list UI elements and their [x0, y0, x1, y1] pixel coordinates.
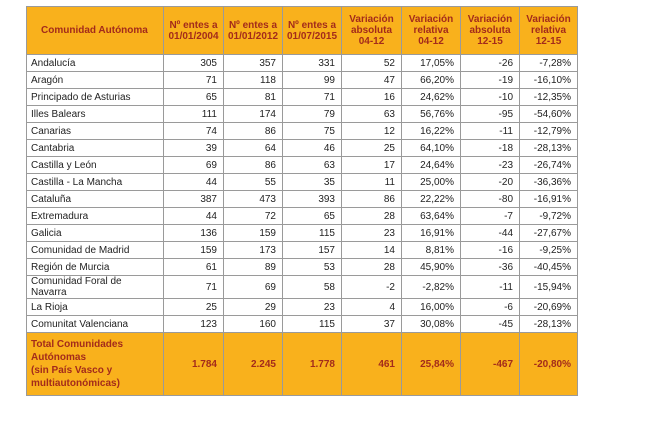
cell-value: 115 [283, 316, 342, 333]
cell-value: 65 [164, 89, 224, 106]
table-row [27, 106, 578, 123]
region-name: Principado de Asturias [27, 89, 164, 106]
cell-value: 115 [283, 225, 342, 242]
column-header-1: Comunidad Autónoma [27, 7, 164, 55]
cell-value: -26,74% [520, 157, 578, 174]
cell-value: 8,81% [402, 242, 461, 259]
cell-value: -45 [461, 316, 520, 333]
cell-value: 47 [342, 72, 402, 89]
region-name: Illes Balears [27, 106, 164, 123]
total-value: -20,80% [520, 333, 578, 396]
cell-value: 17,05% [402, 55, 461, 72]
cell-value: 173 [224, 242, 283, 259]
table-row [27, 242, 578, 259]
region-name: Andalucía [27, 55, 164, 72]
cell-value: 55 [224, 174, 283, 191]
cell-value: 71 [283, 89, 342, 106]
cell-value: 22,22% [402, 191, 461, 208]
total-value: 461 [342, 333, 402, 396]
total-value: 25,84% [402, 333, 461, 396]
header-row [27, 7, 578, 55]
cell-value: 29 [224, 299, 283, 316]
cell-value: 37 [342, 316, 402, 333]
total-value: 1.784 [164, 333, 224, 396]
cell-value: -11 [461, 123, 520, 140]
cell-value: 25 [164, 299, 224, 316]
cell-value: -28,13% [520, 140, 578, 157]
cell-value: -9,25% [520, 242, 578, 259]
table-row [27, 259, 578, 276]
cell-value: 46 [283, 140, 342, 157]
cell-value: -20,69% [520, 299, 578, 316]
cell-value: -54,60% [520, 106, 578, 123]
cell-value: 305 [164, 55, 224, 72]
table-row [27, 208, 578, 225]
cell-value: 99 [283, 72, 342, 89]
cell-value: 160 [224, 316, 283, 333]
cell-value: 75 [283, 123, 342, 140]
table-row [27, 191, 578, 208]
cell-value: -40,45% [520, 259, 578, 276]
cell-value: 23 [283, 299, 342, 316]
cell-value: -2,82% [402, 276, 461, 299]
table-row [27, 140, 578, 157]
region-name: Aragón [27, 72, 164, 89]
cell-value: -6 [461, 299, 520, 316]
total-value: 2.245 [224, 333, 283, 396]
cell-value: 61 [164, 259, 224, 276]
table-row [27, 72, 578, 89]
cell-value: 16,91% [402, 225, 461, 242]
cell-value: -80 [461, 191, 520, 208]
region-name: Extremadura [27, 208, 164, 225]
cell-value: 16 [342, 89, 402, 106]
cell-value: -2 [342, 276, 402, 299]
cell-value: 157 [283, 242, 342, 259]
cell-value: 39 [164, 140, 224, 157]
column-header-3: Nº entes a 01/01/2012 [224, 7, 283, 55]
cell-value: 159 [164, 242, 224, 259]
region-name: Galicia [27, 225, 164, 242]
cell-value: -95 [461, 106, 520, 123]
region-name: Comunidad Foral de Navarra [27, 276, 164, 299]
cell-value: -16 [461, 242, 520, 259]
cell-value: 23 [342, 225, 402, 242]
cell-value: -20 [461, 174, 520, 191]
cell-value: 123 [164, 316, 224, 333]
cell-value: 35 [283, 174, 342, 191]
cell-value: -23 [461, 157, 520, 174]
cell-value: 58 [283, 276, 342, 299]
cell-value: -12,79% [520, 123, 578, 140]
table-footer [27, 333, 578, 396]
cell-value: 53 [283, 259, 342, 276]
cell-value: 118 [224, 72, 283, 89]
cell-value: 25 [342, 140, 402, 157]
cell-value: 69 [224, 276, 283, 299]
cell-value: 30,08% [402, 316, 461, 333]
data-table [26, 6, 578, 396]
cell-value: -15,94% [520, 276, 578, 299]
region-name: Región de Murcia [27, 259, 164, 276]
cell-value: -16,91% [520, 191, 578, 208]
cell-value: 44 [164, 208, 224, 225]
cell-value: -28,13% [520, 316, 578, 333]
table-row [27, 276, 578, 299]
table-row [27, 174, 578, 191]
cell-value: 86 [224, 123, 283, 140]
region-name: Canarias [27, 123, 164, 140]
cell-value: 28 [342, 208, 402, 225]
cell-value: 63,64% [402, 208, 461, 225]
table-body [27, 55, 578, 333]
region-name: Cataluña [27, 191, 164, 208]
region-name: Comunidad de Madrid [27, 242, 164, 259]
cell-value: 393 [283, 191, 342, 208]
cell-value: 14 [342, 242, 402, 259]
cell-value: 24,64% [402, 157, 461, 174]
cell-value: -26 [461, 55, 520, 72]
cell-value: 86 [224, 157, 283, 174]
cell-value: 74 [164, 123, 224, 140]
cell-value: -44 [461, 225, 520, 242]
region-name: Cantabria [27, 140, 164, 157]
cell-value: 159 [224, 225, 283, 242]
cell-value: 56,76% [402, 106, 461, 123]
column-header-2: Nº entes a 01/01/2004 [164, 7, 224, 55]
cell-value: 81 [224, 89, 283, 106]
cell-value: 4 [342, 299, 402, 316]
total-row [27, 333, 578, 396]
cell-value: 16,22% [402, 123, 461, 140]
cell-value: -7 [461, 208, 520, 225]
cell-value: -19 [461, 72, 520, 89]
region-name: Castilla - La Mancha [27, 174, 164, 191]
cell-value: -16,10% [520, 72, 578, 89]
cell-value: -36,36% [520, 174, 578, 191]
table-row [27, 157, 578, 174]
cell-value: -7,28% [520, 55, 578, 72]
cell-value: -11 [461, 276, 520, 299]
cell-value: 25,00% [402, 174, 461, 191]
column-header-6: Variación relativa 04-12 [402, 7, 461, 55]
table-row [27, 299, 578, 316]
cell-value: 65 [283, 208, 342, 225]
cell-value: 72 [224, 208, 283, 225]
region-name: La Rioja [27, 299, 164, 316]
cell-value: 69 [164, 157, 224, 174]
cell-value: 331 [283, 55, 342, 72]
cell-value: 136 [164, 225, 224, 242]
total-value: -467 [461, 333, 520, 396]
cell-value: 64,10% [402, 140, 461, 157]
cell-value: 45,90% [402, 259, 461, 276]
cell-value: 63 [283, 157, 342, 174]
cell-value: -12,35% [520, 89, 578, 106]
table-row [27, 225, 578, 242]
table-row [27, 55, 578, 72]
cell-value: -36 [461, 259, 520, 276]
column-header-4: Nº entes a 01/07/2015 [283, 7, 342, 55]
cell-value: -27,67% [520, 225, 578, 242]
cell-value: 89 [224, 259, 283, 276]
cell-value: 387 [164, 191, 224, 208]
cell-value: 79 [283, 106, 342, 123]
column-header-7: Variación absoluta 12-15 [461, 7, 520, 55]
cell-value: 473 [224, 191, 283, 208]
table-row [27, 123, 578, 140]
cell-value: 16,00% [402, 299, 461, 316]
cell-value: -10 [461, 89, 520, 106]
table-container [26, 6, 578, 396]
table-header [27, 7, 578, 55]
cell-value: 52 [342, 55, 402, 72]
cell-value: 66,20% [402, 72, 461, 89]
cell-value: 63 [342, 106, 402, 123]
column-header-5: Variación absoluta 04-12 [342, 7, 402, 55]
cell-value: 28 [342, 259, 402, 276]
cell-value: 111 [164, 106, 224, 123]
cell-value: 71 [164, 72, 224, 89]
cell-value: 17 [342, 157, 402, 174]
region-name: Castilla y León [27, 157, 164, 174]
cell-value: 174 [224, 106, 283, 123]
cell-value: 86 [342, 191, 402, 208]
cell-value: 11 [342, 174, 402, 191]
total-label: Total Comunidades Autónomas (sin País Vasco y multiautonómicas) [27, 333, 164, 396]
cell-value: -18 [461, 140, 520, 157]
total-value: 1.778 [283, 333, 342, 396]
cell-value: 24,62% [402, 89, 461, 106]
cell-value: 12 [342, 123, 402, 140]
column-header-8: Variación relativa 12-15 [520, 7, 578, 55]
cell-value: -9,72% [520, 208, 578, 225]
cell-value: 44 [164, 174, 224, 191]
cell-value: 71 [164, 276, 224, 299]
region-name: Comunitat Valenciana [27, 316, 164, 333]
cell-value: 64 [224, 140, 283, 157]
cell-value: 357 [224, 55, 283, 72]
table-row [27, 316, 578, 333]
table-row [27, 89, 578, 106]
